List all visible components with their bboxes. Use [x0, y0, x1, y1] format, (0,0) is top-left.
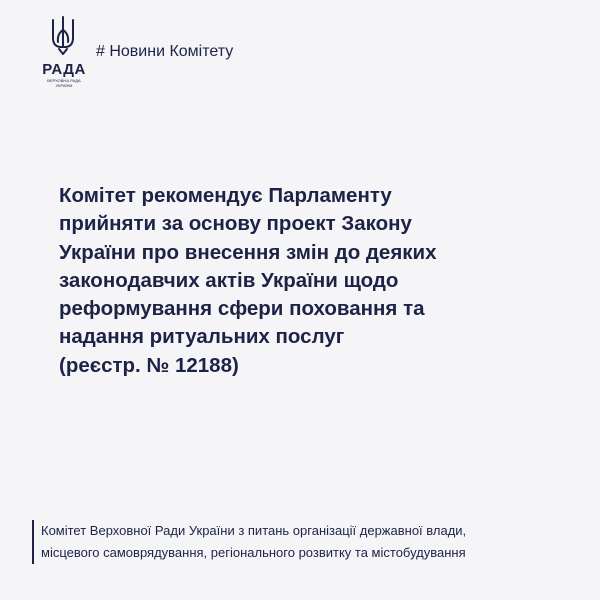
headline-line: Комітет рекомендує Парламенту	[59, 184, 392, 207]
logo-wordmark: РАДА	[42, 61, 86, 78]
footer-line: місцевого самоврядування, регіонального розвитку та містобудування	[41, 545, 466, 560]
trident-icon	[50, 16, 76, 56]
headline-line: реформування сфери поховання та	[59, 297, 425, 321]
committee-footer	[32, 520, 582, 564]
logo-subtitle-line-2: УКРАЇНИ	[55, 82, 73, 88]
headline-line: (реєстр. № 12188)	[59, 353, 239, 377]
headline-line: надання ритуальних послуг	[59, 325, 345, 349]
headline-line: прийняти за основу проект Закону	[59, 212, 412, 236]
headline-line: законодавчих актів України щодо	[59, 268, 399, 292]
rada-logo	[36, 16, 92, 92]
headline-line: України про внесення змін до деяких	[59, 240, 437, 264]
headline	[59, 182, 559, 380]
logo-subtitle-line-1: ВЕРХОВНА РАДА	[47, 78, 81, 83]
logo-subtitle	[36, 79, 92, 88]
footer-line: Комітет Верховної Ради України з питань організації державної влади,	[41, 523, 467, 538]
section-tag: # Новини Комітету	[96, 43, 234, 60]
